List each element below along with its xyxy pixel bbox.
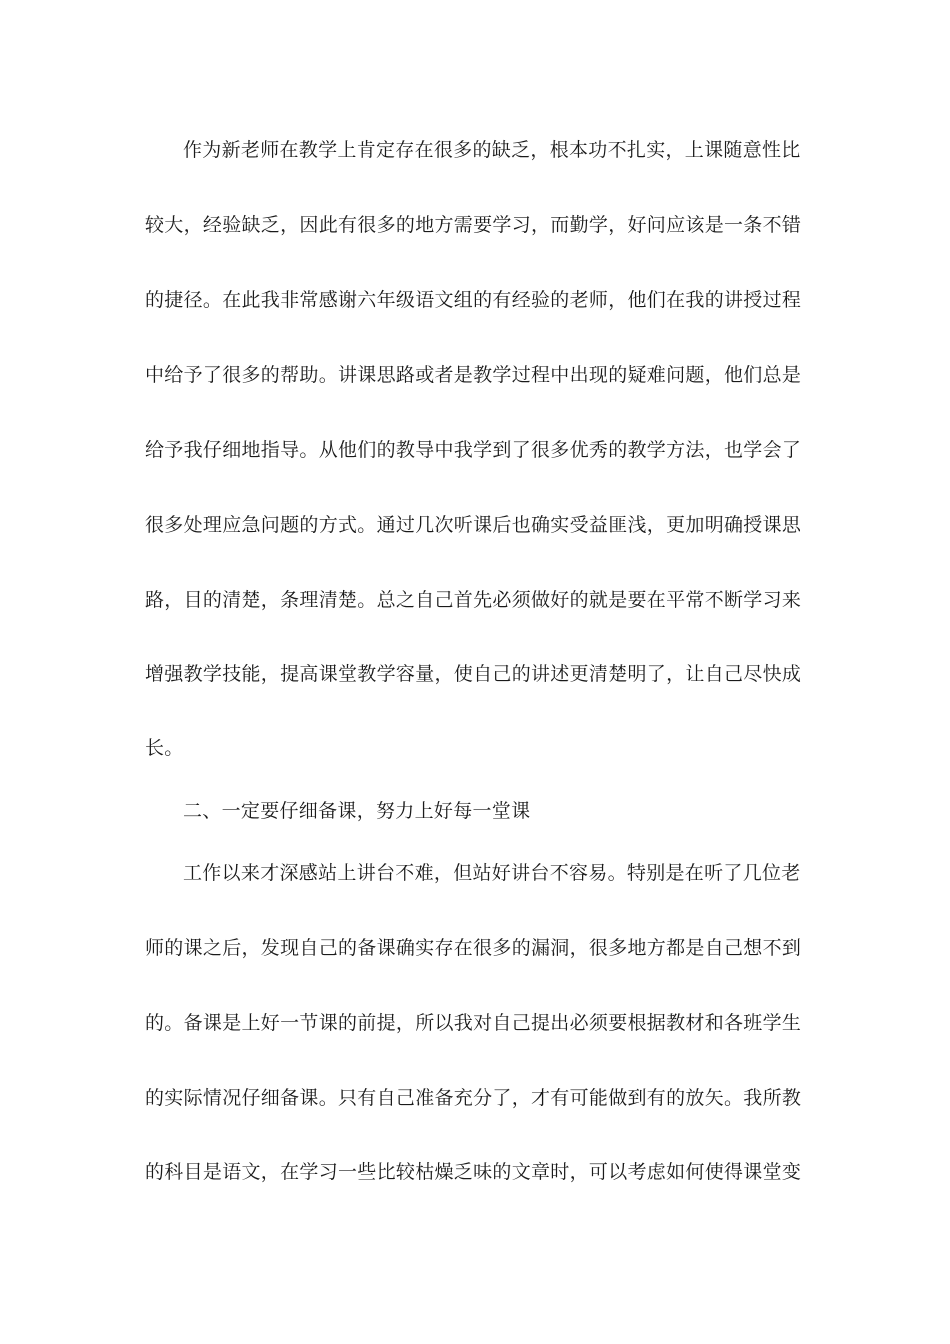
- paragraph-line: 师的课之后，发现自己的备课确实存在很多的漏洞，很多地方都是自己想不到: [145, 937, 802, 959]
- paragraph-line: 路，目的清楚，条理清楚。总之自己首先必须做好的就是要在平常不断学习来: [145, 589, 802, 611]
- paragraph-line: 很多处理应急问题的方式。通过几次听课后也确实受益匪浅，更加明确授课思: [145, 514, 802, 536]
- paragraph-line: 长。: [145, 737, 184, 759]
- paragraph-line: 作为新老师在教学上肯定存在很多的缺乏，根本功不扎实，上课随意性比: [183, 139, 801, 161]
- paragraph-line: 的科目是语文，在学习一些比较枯燥乏味的文章时，可以考虑如何使得课堂变: [145, 1161, 802, 1183]
- paragraph-line: 增强教学技能，提高课堂教学容量，使自己的讲述更清楚明了，让自己尽快成: [145, 663, 802, 685]
- paragraph-line: 较大，经验缺乏，因此有很多的地方需要学习，而勤学，好问应该是一条不错: [145, 214, 802, 236]
- section-heading: 二、一定要仔细备课，努力上好每一堂课: [183, 800, 531, 822]
- paragraph-line: 的捷径。在此我非常感谢六年级语文组的有经验的老师，他们在我的讲授过程: [145, 289, 802, 311]
- paragraph-line: 给予我仔细地指导。从他们的教导中我学到了很多优秀的教学方法，也学会了: [145, 439, 802, 461]
- paragraph-line: 工作以来才深感站上讲台不难，但站好讲台不容易。特别是在听了几位老: [183, 862, 801, 884]
- paragraph-line: 的。备课是上好一节课的前提，所以我对自己提出必须要根据教材和各班学生: [145, 1012, 802, 1034]
- paragraph-line: 中给予了很多的帮助。讲课思路或者是教学过程中出现的疑难问题，他们总是: [145, 364, 802, 386]
- paragraph-line: 的实际情况仔细备课。只有自己准备充分了，才有可能做到有的放矢。我所教: [145, 1087, 802, 1109]
